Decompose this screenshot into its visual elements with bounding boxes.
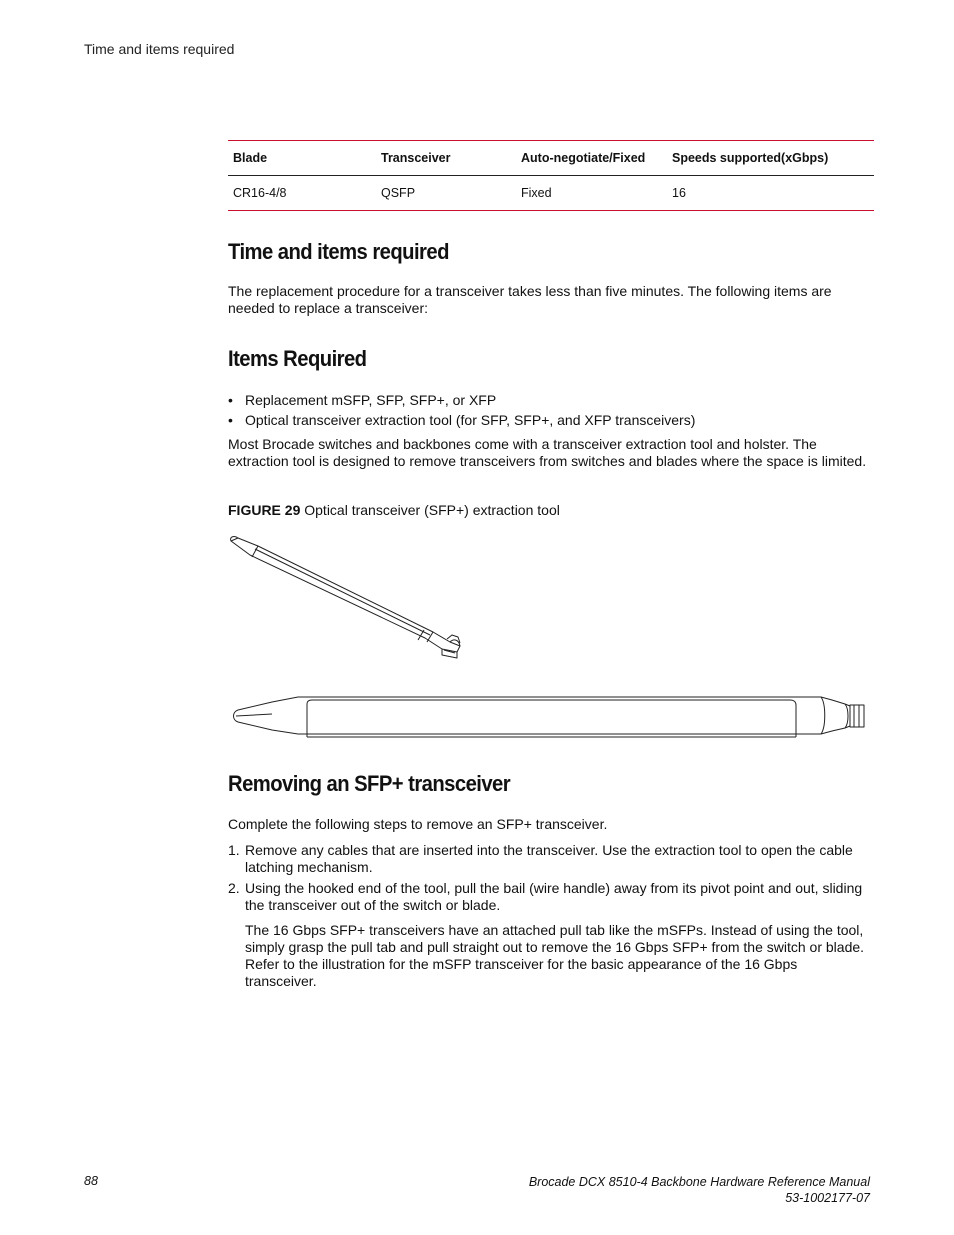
step-number: 1. <box>228 842 240 858</box>
list-item <box>228 842 868 876</box>
column-header-blade: Blade <box>233 151 268 165</box>
list-item: • Optical transceiver extraction tool (for SFP, SFP+, and XFP transceivers) <box>228 410 695 430</box>
table-header-row <box>228 141 874 176</box>
table-cell: CR16-4/8 <box>233 186 287 200</box>
page-number: 88 <box>84 1174 98 1188</box>
side-view-tool-drawing <box>234 697 865 737</box>
transceiver-table <box>228 140 874 211</box>
column-header-auto-negotiate: Auto-negotiate/Fixed <box>521 151 646 165</box>
step-text: Remove any cables that are inserted into the transceiver. Use the extraction tool to open the cable latching mechanism. <box>245 842 853 875</box>
column-header-transceiver: Transceiver <box>381 151 451 165</box>
removal-steps <box>228 842 868 918</box>
heading-time-and-items: Time and items required <box>228 239 449 264</box>
figure-label: FIGURE 29 <box>228 502 301 518</box>
list-item <box>228 880 868 914</box>
table-cell: Fixed <box>521 186 552 200</box>
table-cell: QSFP <box>381 186 416 200</box>
items-list <box>228 390 695 430</box>
heading-items-required: Items Required <box>228 346 367 371</box>
column-header-speeds: Speeds supported(xGbps) <box>672 151 829 165</box>
time-paragraph: The replacement procedure for a transceiver takes less than five minutes. The following items are needed to replace a transceiver: <box>228 283 832 316</box>
manual-title: Brocade DCX 8510-4 Backbone Hardware Reference Manual <box>528 1175 870 1189</box>
heading-removing-sfp: Removing an SFP+ transceiver <box>228 771 511 796</box>
angled-tool-drawing <box>231 537 460 658</box>
figure-caption-text: Optical transceiver (SFP+) extraction tool <box>304 502 560 518</box>
footer-manual-info <box>529 1174 870 1206</box>
table-cell: 16 <box>672 186 686 200</box>
removing-intro: Complete the following steps to remove an SFP+ transceiver. <box>228 816 608 832</box>
step-note: The 16 Gbps SFP+ transceivers have an attached pull tab like the mSFPs. Instead of using the tool, simply grasp the pull tab and pull straight out to remove the 16 Gbps SFP+ from the switch or blade. Refer to the illustration for the mSFP transceiver for the basic appearance of the 16 Gbps transceiver. <box>245 922 865 989</box>
extraction-tool-illustration <box>228 534 874 744</box>
list-item: • Replacement mSFP, SFP, SFP+, or XFP <box>228 390 695 410</box>
items-paragraph: Most Brocade switches and backbones come with a transceiver extraction tool and holster. The extraction tool is designed to remove transceivers from switches and blades where the space is limited. <box>228 436 867 469</box>
figure-caption <box>228 502 560 518</box>
running-header: Time and items required <box>84 41 235 57</box>
step-text: Using the hooked end of the tool, pull the bail (wire handle) away from its pivot point and out, sliding the transceiver out of the switch or blade. <box>245 880 863 913</box>
table-row <box>228 176 874 211</box>
document-number: 53-1002177-07 <box>785 1191 870 1205</box>
step-number: 2. <box>228 880 240 896</box>
